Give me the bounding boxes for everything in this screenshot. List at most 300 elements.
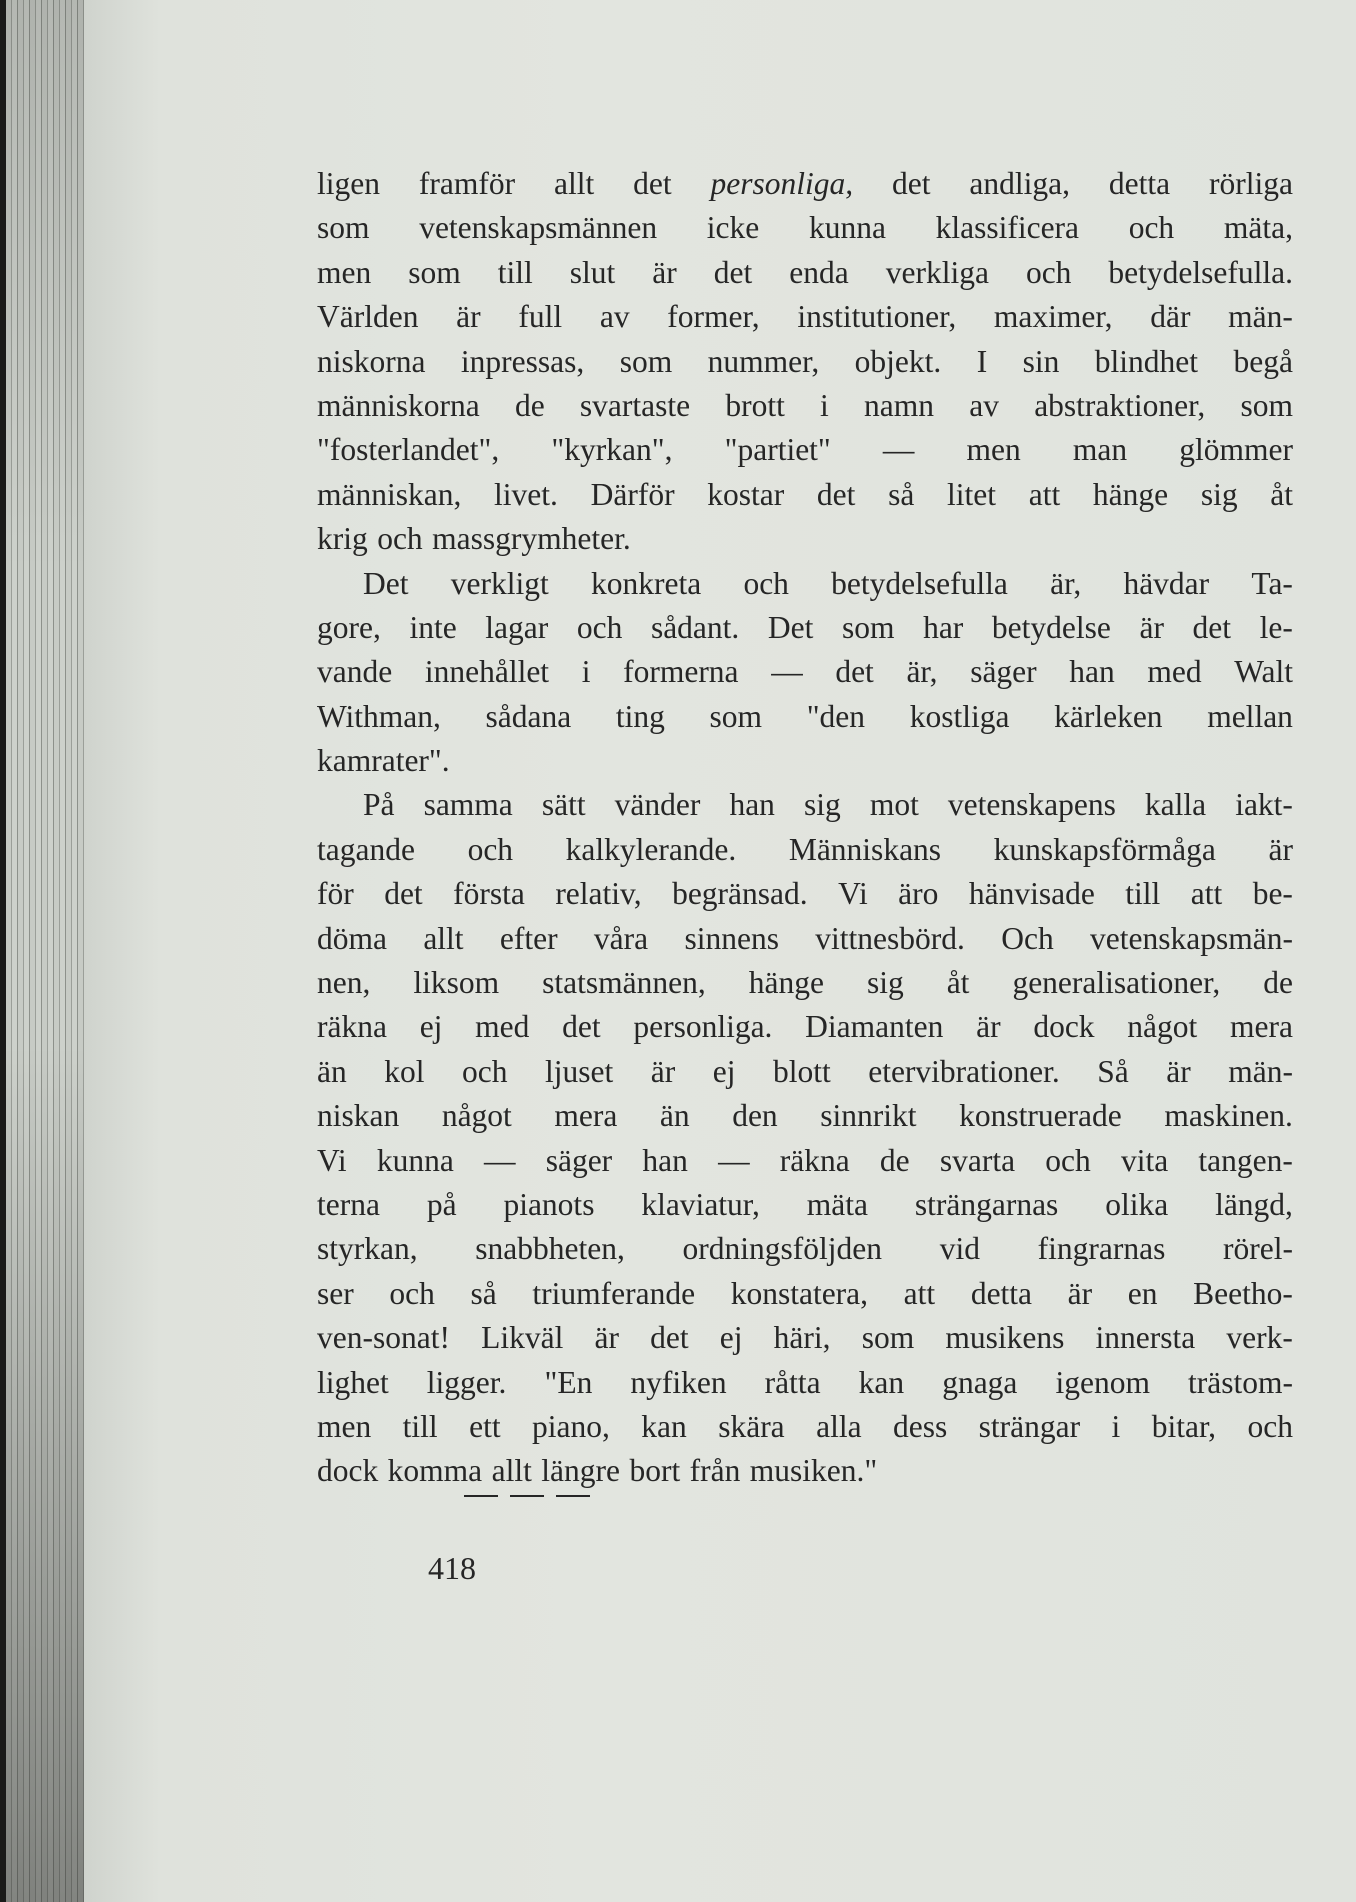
word: Vi: [838, 876, 868, 912]
word: kunskapsförmåga: [993, 831, 1216, 867]
word: ej: [419, 1009, 443, 1045]
word: dess: [892, 1408, 948, 1444]
word: slut: [569, 254, 616, 290]
word: svartaste: [579, 387, 691, 423]
word: fingrarnas: [1037, 1231, 1166, 1267]
word: På: [363, 787, 395, 823]
text-line: [317, 206, 1293, 250]
word: det: [650, 1320, 689, 1356]
word: blott: [772, 1053, 831, 1089]
word: nen,: [317, 965, 371, 1001]
word: kunna: [376, 1142, 454, 1178]
word: skära: [718, 1408, 785, 1444]
word: vita: [1120, 1142, 1169, 1178]
word: är,: [906, 654, 938, 690]
word: statsmännen,: [542, 965, 706, 1001]
word: av: [599, 299, 630, 335]
word: Därför: [590, 476, 675, 512]
word: till: [497, 254, 533, 290]
word: hänge: [748, 965, 824, 1001]
word: personliga.: [633, 1009, 773, 1045]
word: av: [969, 387, 999, 423]
word: och: [377, 521, 423, 557]
word: efter: [499, 920, 558, 956]
word: kan: [641, 1408, 687, 1444]
word: mera: [1230, 1009, 1293, 1045]
word: räkna: [779, 1142, 850, 1178]
word: —: [882, 432, 915, 468]
word: hänvisade: [968, 876, 1095, 912]
text-line: [317, 1449, 1293, 1493]
word: är: [650, 1053, 676, 1089]
word: krig: [317, 521, 368, 557]
word: längd,: [1215, 1186, 1293, 1222]
text-line: [317, 384, 1293, 428]
word: allt: [423, 920, 464, 956]
word: tagande: [317, 831, 415, 867]
word: trästom-: [1188, 1364, 1293, 1400]
word: är: [976, 1009, 1001, 1045]
word: snabbheten,: [475, 1231, 625, 1267]
word: niskan: [317, 1098, 400, 1134]
word: verkligt: [450, 565, 549, 601]
word: kan: [858, 1364, 905, 1400]
word: och: [1128, 210, 1175, 246]
word: objekt.: [854, 343, 942, 379]
text-line: [317, 961, 1293, 1005]
word: i: [581, 654, 591, 690]
text-line: [317, 428, 1293, 472]
word: sig: [803, 787, 841, 823]
word: verk-: [1226, 1320, 1293, 1356]
word: Diamanten: [805, 1009, 944, 1045]
word: är,: [1050, 565, 1082, 601]
word: som: [841, 609, 895, 645]
text-line: [317, 1316, 1293, 1360]
word: konkreta: [590, 565, 702, 601]
word: kalkylerande.: [565, 831, 737, 867]
word: strängarnas: [914, 1186, 1059, 1222]
word: livet.: [494, 476, 558, 512]
word: svarta: [939, 1142, 1016, 1178]
body-text: [317, 162, 1293, 1494]
word: enda: [789, 254, 849, 290]
word: säger: [970, 654, 1037, 690]
word: olika: [1105, 1186, 1169, 1222]
word: är: [1166, 1053, 1191, 1089]
word: från: [689, 1453, 741, 1489]
word: längre: [541, 1453, 621, 1489]
word: full: [518, 299, 563, 335]
word: kärleken: [1054, 698, 1163, 734]
word: sinnens: [684, 920, 779, 956]
word: och: [389, 1275, 435, 1311]
word: som: [619, 343, 673, 379]
word: vetenskapsmän-: [1090, 920, 1293, 956]
word: betydelsefulla: [831, 565, 1008, 601]
word: inpressas,: [460, 343, 585, 379]
text-line: [317, 473, 1293, 517]
text-line: [317, 828, 1293, 872]
word: iakt-: [1235, 787, 1293, 823]
word: som: [861, 1320, 915, 1356]
word: men: [317, 1408, 372, 1444]
word: så: [888, 476, 915, 512]
word: och: [467, 831, 514, 867]
word: klaviatur,: [641, 1186, 760, 1222]
word: icke: [706, 210, 760, 246]
text-line: [317, 1139, 1293, 1183]
word: än: [659, 1098, 690, 1134]
word: att: [1190, 876, 1223, 912]
word: kostar: [707, 476, 785, 512]
word: liksom: [413, 965, 500, 1001]
word: detta: [970, 1275, 1033, 1311]
word: andliga,: [969, 166, 1070, 201]
word: är: [1268, 831, 1293, 867]
word: "partiet": [724, 432, 831, 468]
word: ligger.: [426, 1364, 507, 1400]
word: men: [966, 432, 1021, 468]
word: hävdar: [1123, 565, 1210, 601]
word: ett: [469, 1408, 501, 1444]
word: relativ,: [555, 876, 642, 912]
word: piano,: [532, 1408, 610, 1444]
word: "den: [806, 698, 866, 734]
text-line: [317, 1361, 1293, 1405]
word: det: [1192, 609, 1232, 645]
word: det: [816, 476, 856, 512]
word: det: [633, 166, 672, 201]
word: så: [470, 1275, 497, 1311]
word: verkliga: [885, 254, 989, 290]
word: som: [709, 698, 763, 734]
word: och: [1045, 1142, 1091, 1178]
word: kamrater".: [317, 743, 450, 779]
paragraph: [317, 162, 1293, 562]
word: tangen-: [1198, 1142, 1293, 1178]
word: Ta-: [1251, 565, 1293, 601]
text-line: [317, 917, 1293, 961]
word: generalisationer,: [1012, 965, 1221, 1001]
word: bort: [629, 1453, 681, 1489]
word: gore,: [317, 609, 381, 645]
text-line: [317, 1227, 1293, 1271]
word: maximer,: [993, 299, 1113, 335]
word: åt: [1270, 476, 1293, 512]
word: det: [835, 654, 874, 690]
word: till: [402, 1408, 438, 1444]
word: ej: [712, 1053, 736, 1089]
word: vid: [939, 1231, 980, 1267]
word: han: [1069, 654, 1115, 690]
word: rörliga: [1209, 166, 1293, 201]
word: mäta: [806, 1186, 868, 1222]
page-number: 418: [428, 1550, 476, 1586]
word: vande: [317, 654, 393, 690]
word: namn: [864, 387, 935, 423]
word: något: [1127, 1009, 1198, 1045]
word: vänder: [614, 787, 701, 823]
word: med: [1147, 654, 1202, 690]
word: de: [514, 387, 545, 423]
word: på: [426, 1186, 457, 1222]
word: det: [713, 254, 753, 290]
word: att: [903, 1275, 936, 1311]
word: äro: [898, 876, 939, 912]
text-line: [317, 695, 1293, 739]
word: första: [453, 876, 525, 912]
word: litet: [947, 476, 997, 512]
word: ser: [317, 1275, 354, 1311]
word: inte: [409, 609, 457, 645]
rule-dash: [556, 1495, 590, 1497]
word: män-: [1228, 1053, 1293, 1089]
word: brott: [725, 387, 785, 423]
text-line: [317, 517, 1293, 561]
word: pianots: [503, 1186, 595, 1222]
word: institutioner,: [797, 299, 957, 335]
word: det: [384, 876, 423, 912]
word: konstruerade: [959, 1098, 1122, 1134]
word: och: [576, 609, 623, 645]
word: Människans: [788, 831, 942, 867]
word: Vi: [317, 1142, 347, 1178]
word: kol: [384, 1053, 425, 1089]
text-line: [317, 1272, 1293, 1316]
word: vetenskapens: [947, 787, 1116, 823]
rule-dash: [510, 1495, 544, 1497]
word: sinnrikt: [820, 1098, 917, 1134]
word: våra: [593, 920, 649, 956]
text-line: [317, 1405, 1293, 1449]
word: styrkan,: [317, 1231, 418, 1267]
word: hänge: [1092, 476, 1169, 512]
word: ljuset: [544, 1053, 614, 1089]
word: musiken.": [749, 1453, 878, 1489]
text-line: [317, 1050, 1293, 1094]
paragraph: [317, 562, 1293, 784]
word: vittnesbörd.: [815, 920, 965, 956]
word: sätt: [541, 787, 586, 823]
word: och: [743, 565, 789, 601]
word: ej: [719, 1320, 743, 1356]
word: sådant.: [650, 609, 740, 645]
word: Det: [363, 565, 409, 601]
word: döma: [317, 920, 387, 956]
word: allt: [553, 166, 595, 201]
word: samma: [423, 787, 513, 823]
word: ven-sonat!: [317, 1320, 450, 1356]
word: som: [408, 254, 461, 290]
book-page: [84, 0, 1356, 1902]
word: lagar: [485, 609, 549, 645]
word: har: [923, 609, 964, 645]
word: blindhet: [1094, 343, 1199, 379]
word: människorna: [317, 387, 480, 423]
word: kalla: [1144, 787, 1207, 823]
word: I: [976, 343, 988, 379]
word: terna: [317, 1186, 380, 1222]
section-rule: [464, 1495, 590, 1497]
word: sin: [1022, 343, 1060, 379]
text-line: [317, 251, 1293, 295]
word: det: [562, 1009, 601, 1045]
word: där: [1150, 299, 1191, 335]
word: igenom: [1055, 1364, 1150, 1400]
word: kostliga: [909, 698, 1010, 734]
word: räkna: [317, 1009, 387, 1045]
word: men: [317, 254, 372, 290]
word: abstraktioner,: [1034, 387, 1206, 423]
word: "kyrkan",: [551, 432, 673, 468]
text-line: [317, 606, 1293, 650]
word: framför: [418, 166, 516, 201]
word: bitar,: [1151, 1408, 1217, 1444]
word: rörel-: [1223, 1231, 1293, 1267]
word: le-: [1259, 609, 1293, 645]
text-line: [317, 1094, 1293, 1138]
word: betydelse: [991, 609, 1111, 645]
word: innersta: [1095, 1320, 1196, 1356]
word: innehållet: [424, 654, 550, 690]
word: den: [732, 1098, 778, 1134]
word: som: [1240, 387, 1293, 423]
word: ordningsföljden: [682, 1231, 883, 1267]
word: niskorna: [317, 343, 426, 379]
word: ting: [615, 698, 665, 734]
word: triumferande: [532, 1275, 696, 1311]
word: gnaga: [942, 1364, 1018, 1400]
word: och: [1025, 254, 1072, 290]
word: begränsad.: [672, 876, 808, 912]
word: formerna: [623, 654, 739, 690]
word: etervibrationer.: [868, 1053, 1060, 1089]
word: "En: [544, 1364, 593, 1400]
word: i: [820, 387, 829, 423]
word: komma: [387, 1453, 483, 1489]
word: klassificera: [935, 210, 1080, 246]
word: Så: [1097, 1053, 1129, 1089]
word: mellan: [1207, 698, 1293, 734]
text-line: [317, 340, 1293, 384]
text-line: [317, 162, 1293, 206]
word: musikens: [945, 1320, 1065, 1356]
text-line: [317, 739, 1293, 783]
word: massgrymheter.: [432, 521, 631, 557]
word: är: [456, 299, 481, 335]
word: —: [718, 1142, 750, 1178]
rule-dash: [464, 1495, 498, 1497]
word: än: [317, 1053, 347, 1089]
word: sig: [1200, 476, 1238, 512]
word: Beetho-: [1193, 1275, 1293, 1311]
word: betydelsefulla.: [1108, 254, 1293, 290]
word: kunna: [808, 210, 886, 246]
word: detta: [1108, 166, 1171, 201]
word: han: [642, 1142, 688, 1178]
word: —: [771, 654, 803, 690]
word: nyfiken: [630, 1364, 727, 1400]
word: begå: [1233, 343, 1293, 379]
word: sig: [866, 965, 904, 1001]
word: glömmer: [1179, 432, 1293, 468]
word: dock: [1033, 1009, 1095, 1045]
word: de: [1263, 965, 1293, 1001]
word: strängar: [978, 1408, 1081, 1444]
word: råtta: [764, 1364, 821, 1400]
word: allt: [491, 1453, 532, 1489]
word: "fosterlandet",: [317, 432, 500, 468]
word: former,: [667, 299, 760, 335]
word: Walt: [1234, 654, 1293, 690]
word: man: [1072, 432, 1128, 468]
word: att: [1028, 476, 1061, 512]
word: människan,: [317, 476, 462, 512]
word: maskinen.: [1164, 1098, 1293, 1134]
word: Likväl: [481, 1320, 564, 1356]
text-line: [317, 562, 1293, 606]
text-line: [317, 1183, 1293, 1227]
text-line: [317, 650, 1293, 694]
word: är: [594, 1320, 619, 1356]
word: är: [652, 254, 677, 290]
word: han: [729, 787, 775, 823]
word: Withman,: [317, 698, 441, 734]
word: be-: [1252, 876, 1293, 912]
word: mot: [869, 787, 919, 823]
word: till: [1125, 876, 1161, 912]
paragraph: [317, 783, 1293, 1493]
text-line: [317, 1005, 1293, 1049]
word: dock: [317, 1453, 379, 1489]
word: det: [892, 166, 931, 201]
word: sådana: [485, 698, 572, 734]
word: nummer,: [707, 343, 820, 379]
word: mera: [554, 1098, 618, 1134]
text-line: [317, 295, 1293, 339]
text-line: [317, 783, 1293, 827]
word: Och: [1001, 920, 1054, 956]
word: med: [475, 1009, 530, 1045]
word: häri,: [773, 1320, 831, 1356]
word: för: [317, 876, 354, 912]
word: i: [1111, 1408, 1121, 1444]
word: en: [1127, 1275, 1158, 1311]
word: de: [879, 1142, 910, 1178]
word: män-: [1228, 299, 1293, 335]
page-edges-shadow: [6, 0, 90, 1902]
word: och: [462, 1053, 508, 1089]
text-line: [317, 872, 1293, 916]
word: Världen: [317, 299, 419, 335]
word: som: [317, 210, 370, 246]
word: är: [1067, 1275, 1093, 1311]
word: och: [1247, 1408, 1293, 1444]
word: åt: [946, 965, 970, 1001]
word: ligen: [317, 166, 380, 201]
word: lighet: [317, 1364, 389, 1400]
word: vetenskapsmännen: [419, 210, 658, 246]
word: är: [1139, 609, 1164, 645]
word: personliga,: [710, 166, 854, 201]
word: alla: [816, 1408, 862, 1444]
word: —: [484, 1142, 516, 1178]
word: säger: [545, 1142, 613, 1178]
word: något: [441, 1098, 512, 1134]
word: Det: [767, 609, 814, 645]
word: konstatera,: [730, 1275, 869, 1311]
